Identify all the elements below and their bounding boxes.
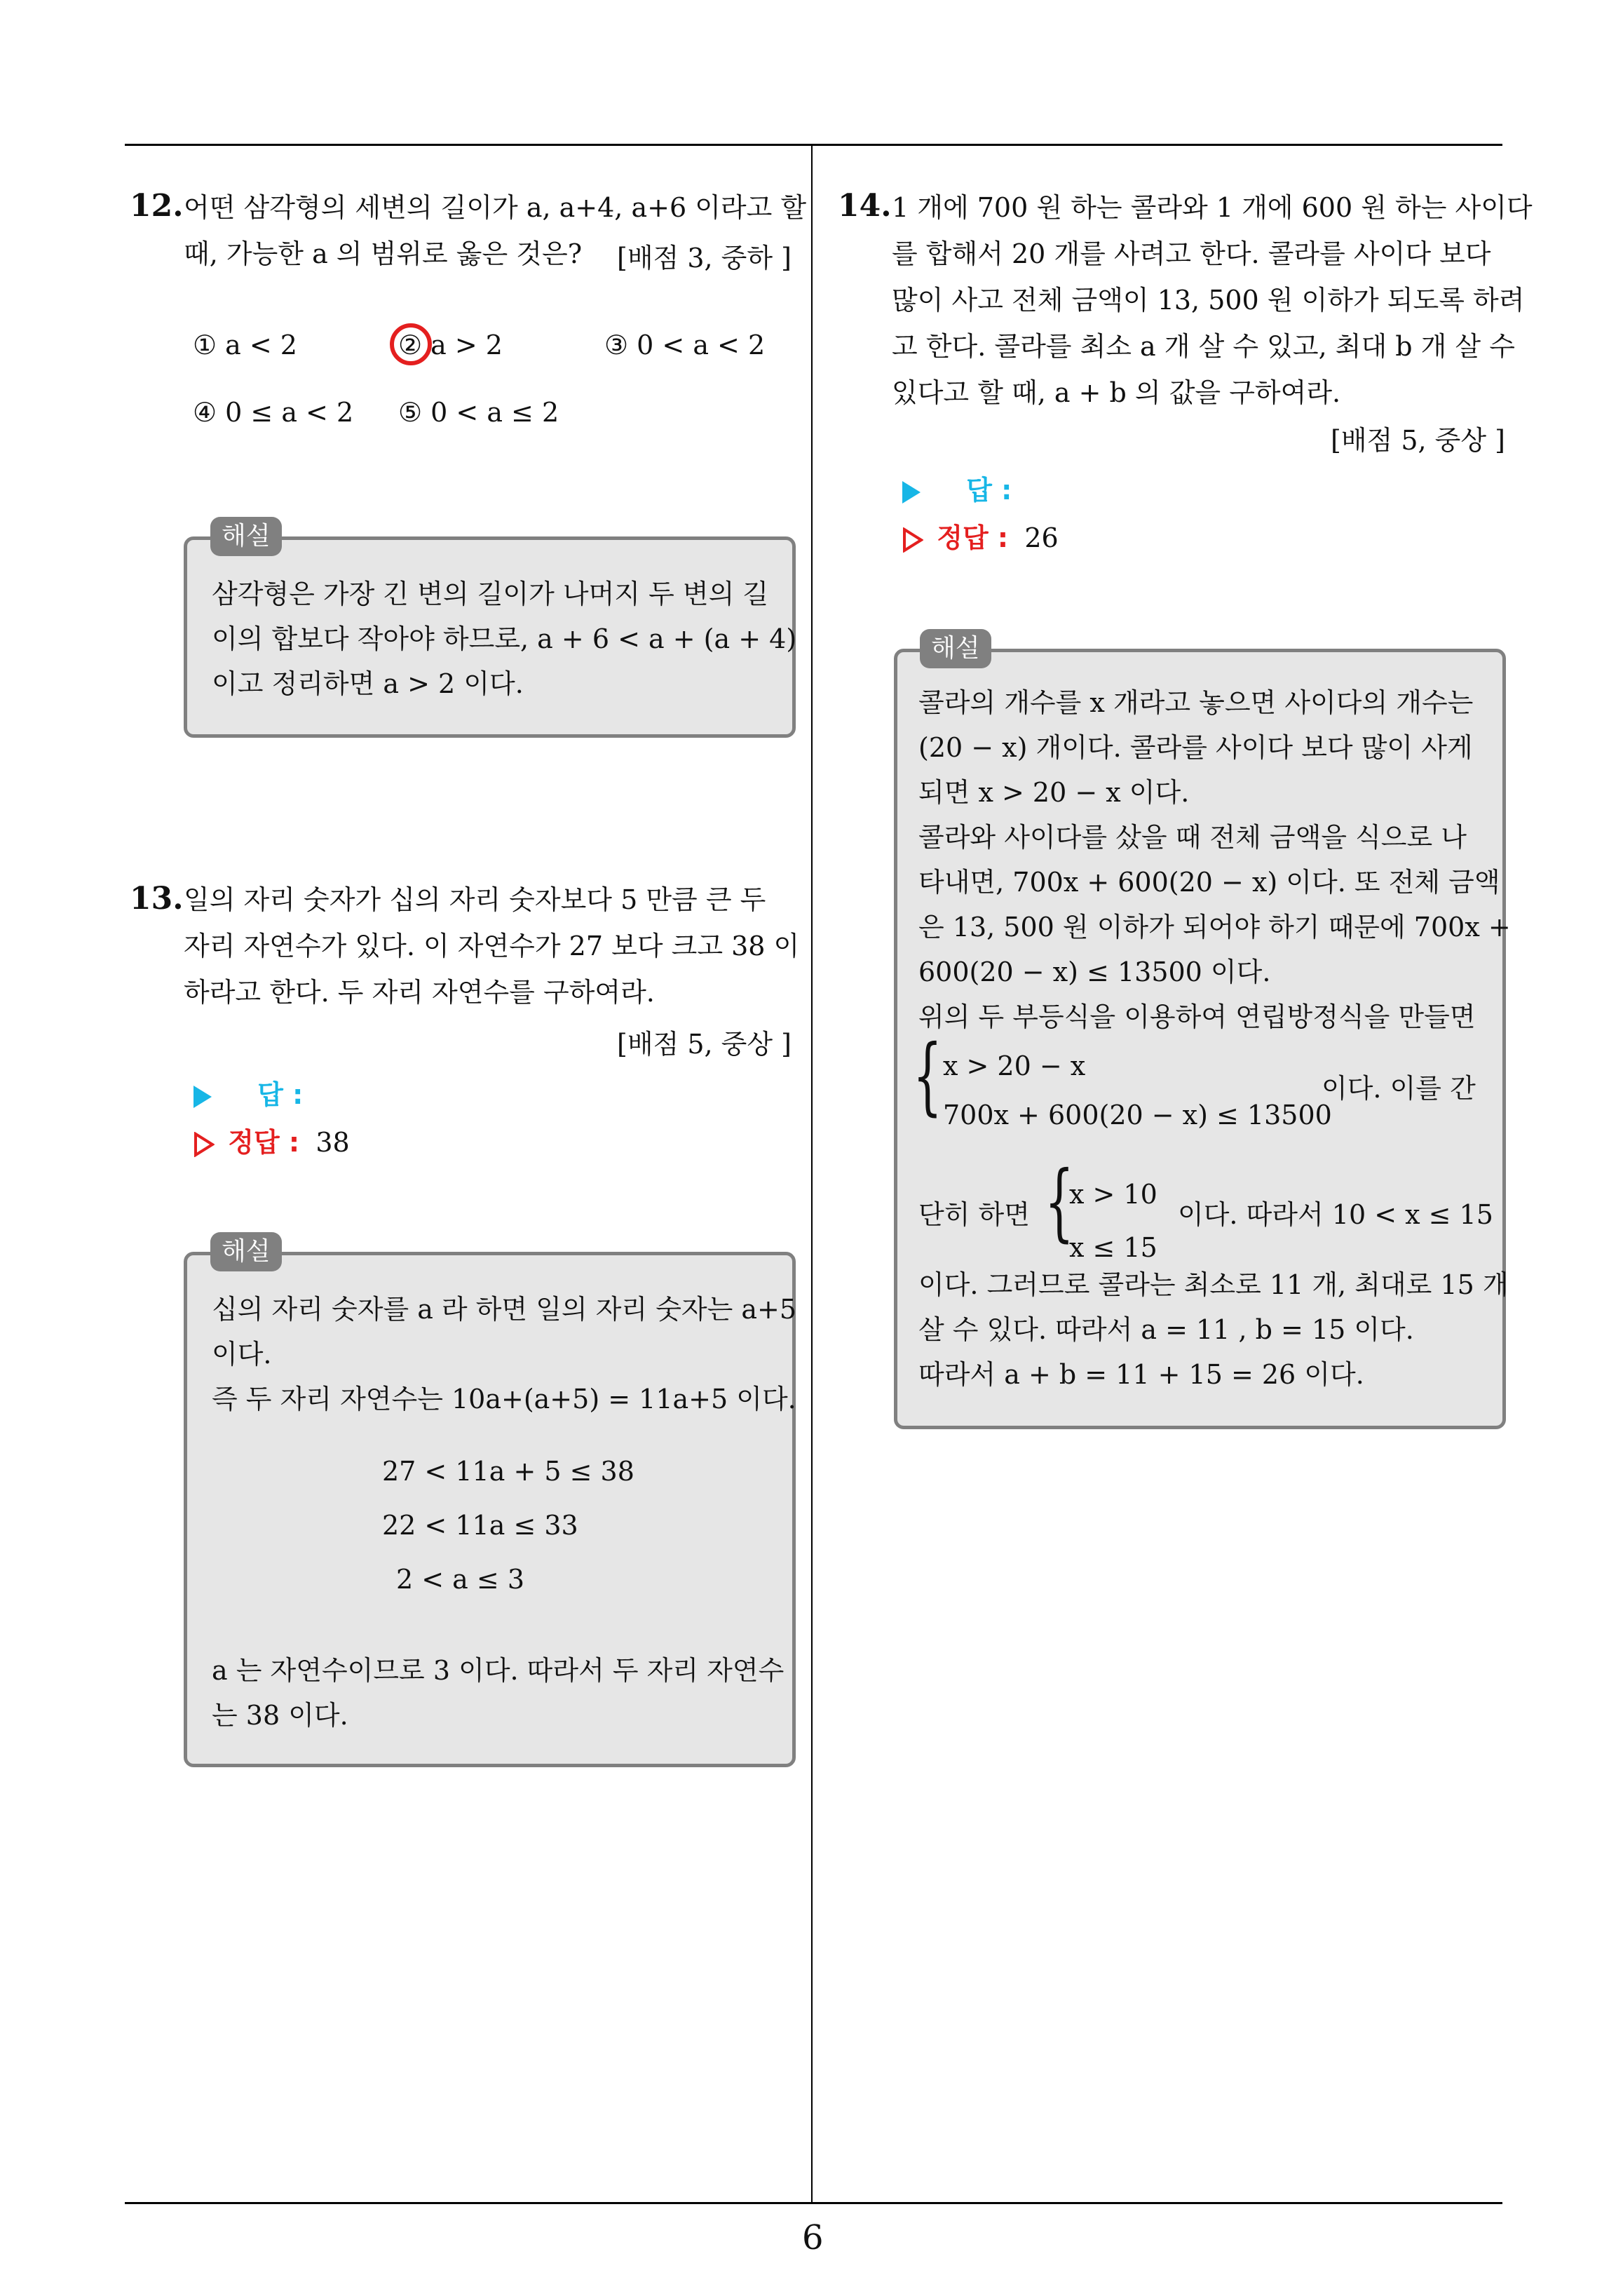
page-number: 6 bbox=[802, 2218, 824, 2257]
system-line: x > 10 bbox=[1069, 1179, 1157, 1210]
explanation-line: 타내면, 700x + 600(20 − x) 이다. 또 전체 금액 bbox=[918, 867, 1500, 898]
derivation-steps bbox=[382, 1445, 634, 1607]
explanation-line: 따라서 a + b = 11 + 15 = 26 이다. bbox=[918, 1359, 1364, 1390]
explanation-line: 콜라의 개수를 x 개라고 놓으면 사이다의 개수는 bbox=[918, 687, 1474, 718]
question-number: 12. bbox=[130, 188, 184, 224]
system-2-after: 이다. 따라서 10 < x ≤ 15 bbox=[1178, 1199, 1493, 1230]
system-1-after: 이다. 이를 간 bbox=[1322, 1073, 1476, 1104]
explanation-line: 즉 두 자리 자연수는 10a+(a+5) = 11a+5 이다. bbox=[212, 1384, 796, 1414]
choice-3[interactable]: ③ 0 < a < 2 bbox=[604, 330, 766, 360]
explanation-tag: 해설 bbox=[210, 517, 282, 556]
explanation-text bbox=[212, 572, 796, 706]
play-arrow-icon bbox=[902, 481, 921, 504]
question-line: 고 한다. 콜라를 최소 a 개 살 수 있고, 최대 b 개 살 수 bbox=[892, 331, 1515, 362]
selected-choice-circle-icon bbox=[386, 319, 436, 370]
system-line: x ≤ 15 bbox=[1069, 1232, 1157, 1263]
explanation-line: 이의 합보다 작아야 하므로, a + 6 < a + (a + 4) bbox=[212, 623, 797, 654]
explanation-line: 삼각형은 가장 긴 변의 길이가 나머지 두 변의 길 bbox=[212, 579, 769, 609]
top-rule bbox=[125, 144, 1502, 146]
explanation-line: 이다. 그러므로 콜라는 최소로 11 개, 최대로 15 개 bbox=[918, 1269, 1509, 1300]
conclusion-line: 는 38 이다. bbox=[212, 1700, 348, 1731]
question-text bbox=[184, 877, 799, 1015]
step-line: 22 < 11a ≤ 33 bbox=[382, 1510, 578, 1541]
explanation-tag: 해설 bbox=[210, 1232, 282, 1271]
step-line: 2 < a ≤ 3 bbox=[396, 1564, 525, 1595]
outline-arrow-icon bbox=[193, 1132, 215, 1157]
explanation-line: 되면 x > 20 − x 이다. bbox=[918, 777, 1190, 808]
choice-5[interactable]: ⑤ 0 < a ≤ 2 bbox=[398, 397, 559, 428]
explanation-line: (20 − x) 개이다. 콜라를 사이다 보다 많이 사게 bbox=[918, 732, 1473, 763]
system-1 bbox=[943, 1041, 1332, 1140]
explanation-box bbox=[184, 1252, 796, 1767]
correct-answer-row bbox=[193, 1121, 350, 1159]
outline-arrow-icon bbox=[902, 527, 923, 553]
bottom-rule bbox=[125, 2202, 1502, 2204]
answer-label: 답 : bbox=[966, 475, 1012, 506]
score-label: [배점 3, 중하 ] bbox=[617, 243, 792, 274]
correct-label: 정답 : bbox=[228, 1127, 300, 1158]
question-line: 1 개에 700 원 하는 콜라와 1 개에 600 원 하는 사이다 bbox=[892, 192, 1533, 223]
question-line: 있다고 할 때, a + b 의 값을 구하여라. bbox=[892, 377, 1341, 408]
question-text bbox=[892, 184, 1533, 416]
explanation-text-continued bbox=[918, 1262, 1509, 1397]
explanation-line: 십의 자리 숫자를 a 라 하면 일의 자리 숫자는 a+5 bbox=[212, 1294, 797, 1325]
answer-row bbox=[902, 468, 1012, 507]
explanation-line: 살 수 있다. 따라서 a = 11 , b = 15 이다. bbox=[918, 1314, 1414, 1345]
correct-value: 26 bbox=[1024, 522, 1059, 553]
choice-4[interactable]: ④ 0 ≤ a < 2 bbox=[193, 397, 354, 428]
score-label: [배점 5, 중상 ] bbox=[1331, 425, 1505, 456]
play-arrow-icon bbox=[193, 1086, 212, 1108]
step-line: 27 < 11a + 5 ≤ 38 bbox=[382, 1456, 634, 1487]
explanation-box bbox=[894, 649, 1511, 1429]
explanation-line: 콜라와 사이다를 샀을 때 전체 금액을 식으로 나 bbox=[918, 822, 1467, 853]
conclusion-line: a 는 자연수이므로 3 이다. 따라서 두 자리 자연수 bbox=[212, 1655, 785, 1686]
question-line: 일의 자리 숫자가 십의 자리 숫자보다 5 만큼 큰 두 bbox=[184, 884, 766, 915]
choice-1[interactable]: ① a < 2 bbox=[193, 330, 297, 360]
question-line: 를 합해서 20 개를 사려고 한다. 콜라를 사이다 보다 bbox=[892, 238, 1491, 269]
correct-label: 정답 : bbox=[937, 522, 1009, 553]
score-label: [배점 5, 중상 ] bbox=[617, 1029, 792, 1060]
system-brace: { bbox=[913, 1027, 942, 1125]
correct-answer-row bbox=[902, 516, 1059, 555]
system-2 bbox=[1069, 1168, 1157, 1274]
choice-2[interactable]: ② a > 2 bbox=[398, 330, 503, 360]
answer-label: 답 : bbox=[257, 1079, 304, 1110]
system-line: x > 20 − x bbox=[943, 1051, 1086, 1081]
column-divider bbox=[811, 144, 813, 2203]
explanation-box bbox=[184, 536, 796, 738]
explanation-line: 은 13, 500 원 이하가 되어야 하기 때문에 700x + bbox=[918, 912, 1511, 943]
conclusion-text bbox=[212, 1648, 784, 1738]
question-line: 자리 자연수가 있다. 이 자연수가 27 보다 크고 38 이 bbox=[184, 931, 800, 961]
question-number: 13. bbox=[130, 881, 184, 917]
question-line: 하라고 한다. 두 자리 자연수를 구하여라. bbox=[184, 977, 655, 1008]
system-2-before: 단히 하면 bbox=[918, 1199, 1030, 1230]
question-line: 때, 가능한 a 의 범위로 옳은 것은? bbox=[184, 238, 583, 269]
explanation-line: 이다. bbox=[212, 1339, 272, 1370]
question-line: 어떤 삼각형의 세변의 길이가 a, a+4, a+6 이라고 할 bbox=[184, 192, 807, 223]
explanation-line: 이고 정리하면 a > 2 이다. bbox=[212, 668, 524, 699]
explanation-text bbox=[918, 680, 1511, 1039]
question-number: 14. bbox=[838, 188, 892, 224]
correct-value: 38 bbox=[315, 1127, 350, 1158]
answer-row bbox=[193, 1073, 303, 1112]
explanation-line: 600(20 − x) ≤ 13500 이다. bbox=[918, 957, 1271, 987]
system-line: 700x + 600(20 − x) ≤ 13500 bbox=[943, 1100, 1332, 1130]
system-brace: { bbox=[1045, 1154, 1074, 1251]
question-line: 많이 사고 전체 금액이 13, 500 원 이하가 되도록 하려 bbox=[892, 285, 1525, 316]
explanation-tag: 해설 bbox=[920, 629, 991, 668]
explanation-line: 위의 두 부등식을 이용하여 연립방정식을 만들면 bbox=[918, 1001, 1476, 1032]
explanation-text bbox=[212, 1287, 796, 1422]
